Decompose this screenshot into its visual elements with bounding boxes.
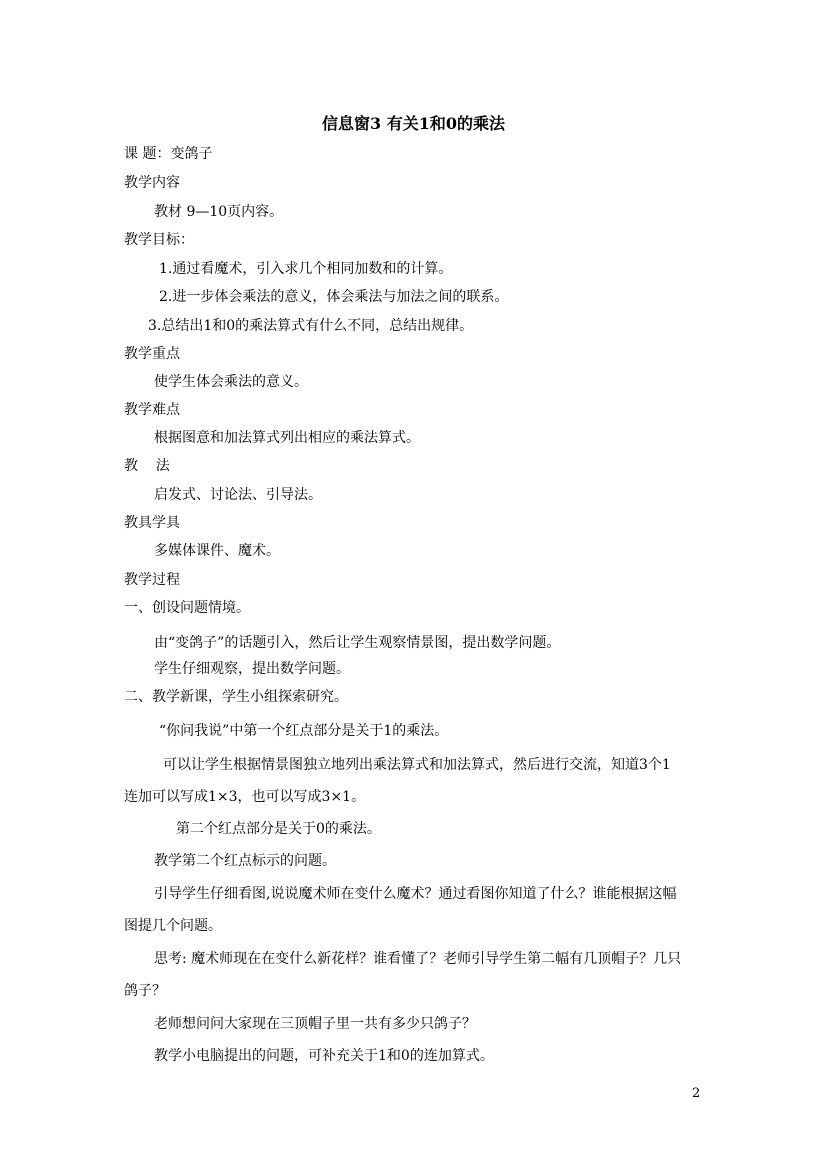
text-line: “你问我说”中第一个红点部分是关于1的乘法。 bbox=[159, 723, 449, 739]
text-line: 思考: 魔术师现在在变什么新花样？谁看懂了？老师引导学生第二幅有几顶帽子？几只 bbox=[154, 951, 682, 967]
text-line: 鸽子？ bbox=[124, 983, 166, 999]
text-line: 使学生体会乘法的意义。 bbox=[154, 374, 308, 390]
text-line: 教学过程 bbox=[124, 572, 180, 588]
text-line: 引导学生仔细看图,说说魔术师在变什么魔术？通过看图你知道了什么？谁能根据这幅 bbox=[154, 886, 677, 902]
text-line: 学生仔细观察，提出数学问题。 bbox=[154, 661, 350, 677]
text-line: 教学小电脑提出的问题，可补充关于1和0的连加算式。 bbox=[154, 1048, 494, 1064]
text-line: 第二个红点部分是关于0的乘法。 bbox=[176, 821, 381, 837]
text-line: 连加可以写成1×3，也可以写成3×1。 bbox=[124, 789, 366, 805]
text-line: 图提几个问题。 bbox=[124, 918, 222, 934]
text-line: 教学目标： bbox=[124, 232, 194, 248]
text-line: 教学重点 bbox=[124, 346, 180, 362]
text-line: 多媒体课件、魔术。 bbox=[154, 543, 280, 559]
text-line: 教材 9—10页内容。 bbox=[154, 204, 284, 220]
text-line: 一、创设问题情境。 bbox=[124, 600, 250, 616]
text-line: 教 法 bbox=[124, 458, 170, 474]
text-line: 2.进一步体会乘法的意义，体会乘法与加法之间的联系。 bbox=[159, 289, 509, 305]
text-line: 二、教学新课，学生小组探索研究。 bbox=[124, 689, 348, 705]
text-line: 3.总结出1和0的乘法算式有什么不同，总结出规律。 bbox=[148, 318, 474, 334]
text-line: 教学第二个红点标示的问题。 bbox=[154, 853, 336, 869]
text-line: 教具学具 bbox=[124, 515, 180, 531]
text-line: 可以让学生根据情景图独立地列出乘法算式和加法算式，然后进行交流，知道3个1 bbox=[163, 757, 671, 773]
text-line: 由“变鸽子”的话题引入，然后让学生观察情景图，提出数学问题。 bbox=[154, 635, 561, 651]
text-line: 启发式、讨论法、引导法。 bbox=[154, 487, 322, 503]
document-title: 信息窗3 有关1和0的乘法 bbox=[322, 114, 505, 133]
page-number: 2 bbox=[692, 1086, 701, 1101]
text-line: 老师想问问大家现在三顶帽子里一共有多少只鸽子？ bbox=[154, 1016, 476, 1032]
text-line: 教学难点 bbox=[124, 402, 180, 418]
text-line: 教学内容 bbox=[124, 175, 180, 191]
text-line: 课 题：变鸽子 bbox=[124, 146, 213, 162]
text-line: 1.通过看魔术，引入求几个相同加数和的计算。 bbox=[159, 261, 453, 277]
text-line: 根据图意和加法算式列出相应的乘法算式。 bbox=[154, 430, 420, 446]
